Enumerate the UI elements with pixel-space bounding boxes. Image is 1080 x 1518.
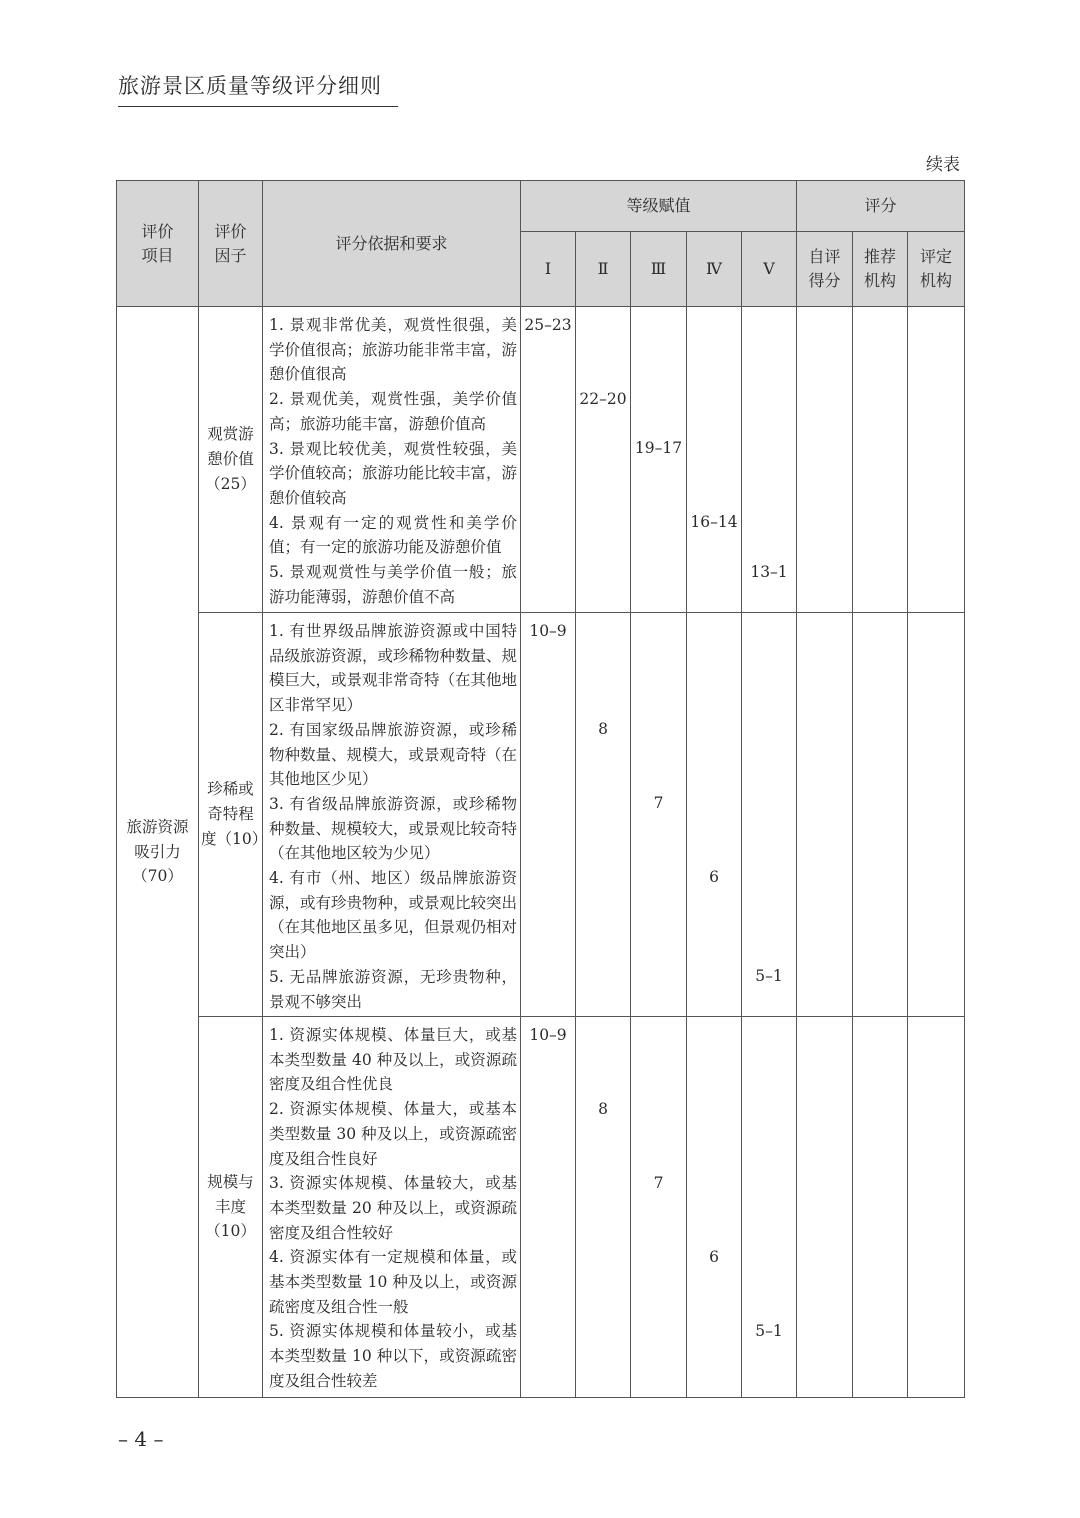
grade-value: 7	[653, 1174, 664, 1192]
grade-value: 8	[598, 1100, 608, 1118]
header-criteria: 评分依据和要求	[263, 181, 521, 307]
grade-cell	[631, 307, 687, 613]
grade-value: 8	[598, 720, 608, 738]
criteria-cell	[263, 307, 521, 613]
grade-header: Ⅱ	[576, 232, 631, 307]
grade-cell	[687, 613, 742, 1017]
grade-cell	[742, 1017, 797, 1398]
criteria-text: 1. 资源实体规模、体量巨大，或基本类型数量 40 种及以上，或资源疏密度及组合性优良 2. 资源实体规模、体量大，或基本类型数量 30 种及以上，或资源疏密度及组合性良好 3. 资源实体规模、体量较大，或基本类型数量 20 种及以上，或资源疏密度及组合性较好 4. 资源实体有一定规模和体量，或基本类型数量 10 种及以上，或资源疏密度及组合性一般 5. 资源实体规模和体量较小，或基本类型数量 10 种以下，或资源疏密度及组合性较差	[269, 1026, 517, 1390]
factor-cell	[199, 307, 263, 613]
criteria-cell	[263, 613, 521, 1017]
grade-value: 25–23	[524, 316, 572, 334]
grade-cell	[576, 1017, 631, 1398]
grade-cell	[687, 307, 742, 613]
factor-cell	[199, 1017, 263, 1398]
grade-cell	[742, 613, 797, 1017]
grade-value: 7	[653, 794, 664, 812]
grade-cell	[576, 613, 631, 1017]
assess-score-cell[interactable]	[908, 613, 965, 1017]
grade-header: Ⅳ	[687, 232, 742, 307]
grade-value: 16–14	[690, 513, 738, 531]
assess-score-cell[interactable]	[908, 1017, 965, 1398]
grade-header: Ⅲ	[631, 232, 687, 307]
header-item-label: 评价 项目	[141, 221, 174, 265]
scoring-header	[853, 232, 908, 307]
table-row	[117, 1017, 965, 1398]
continued-label: 续表	[926, 155, 960, 175]
table-row	[117, 613, 965, 1017]
grade-cell	[631, 613, 687, 1017]
page-number: – 4 –	[118, 1427, 164, 1451]
item-name: 旅游资源 吸引力 （70）	[126, 817, 189, 886]
self-score-cell[interactable]	[797, 1017, 853, 1398]
criteria-text: 1. 有世界级品牌旅游资源或中国特品级旅游资源，或珍稀物种数量、规模巨大，或景观非常奇特（在其他地区非常罕见） 2. 有国家级品牌旅游资源，或珍稀物种数量、规模大，或景观奇特（在其他地区少见） 3. 有省级品牌旅游资源，或珍稀物种数量、规模较大，或景观比较奇特（在其他地区较为少见） 4. 有市（州、地区）级品牌旅游资源，或有珍贵物种，或景观比较突出（在其他地区虽多见，但景观仍相对突出） 5. 无品牌旅游资源，无珍贵物种，景观不够突出	[269, 622, 518, 1011]
recommend-score-cell[interactable]	[853, 1017, 908, 1398]
scoring-header	[797, 232, 853, 307]
recommend-label: 推荐 机构	[864, 247, 897, 290]
grade-value: 22–20	[579, 390, 627, 408]
factor-cell	[199, 613, 268, 1017]
table-row	[117, 307, 965, 613]
self-score-label: 自评 得分	[808, 247, 841, 290]
header-item	[117, 181, 199, 307]
grade-cell	[742, 307, 797, 613]
grade-value: 19–17	[634, 439, 683, 457]
grade-value: 13–1	[750, 563, 788, 581]
grade-value: 5–1	[755, 1322, 783, 1340]
recommend-score-cell[interactable]	[853, 307, 908, 613]
grade-cell	[631, 1017, 687, 1398]
grade-header: Ⅴ	[742, 232, 797, 307]
grade-cell	[576, 307, 631, 613]
criteria-text: 1. 景观非常优美，观赏性很强，美学价值很高；旅游功能非常丰富，游憩价值很高 2. 景观优美，观赏性强，美学价值高；旅游功能丰富，游憩价值高 3. 景观比较优美，观赏性较强，美学价值较高；旅游功能比较丰富，游憩价值较高 4. 景观有一定的观赏性和美学价值；有一定的旅游功能及游憩价值 5. 景观观赏性与美学价值一般；旅游功能薄弱，游憩价值不高	[269, 316, 518, 606]
grade-cell	[521, 1017, 576, 1398]
item-cell	[117, 307, 199, 1398]
scoring-header	[908, 232, 965, 307]
recommend-score-cell[interactable]	[853, 613, 908, 1017]
grade-value: 10–9	[529, 622, 567, 640]
factor-name: 规模与 丰度 （10）	[205, 1172, 256, 1241]
document-title: 旅游景区质量等级评分细则	[118, 70, 398, 107]
factor-name: 观赏游 憩价值 （25）	[205, 425, 256, 493]
scoring-table	[116, 180, 965, 1398]
grade-cell	[521, 307, 576, 613]
assess-label: 评定 机构	[920, 247, 953, 290]
grade-cell	[687, 1017, 742, 1398]
grade-value: 5–1	[755, 967, 783, 985]
header-factor	[199, 181, 263, 307]
header-scoring: 评分	[797, 181, 965, 232]
grade-value: 10–9	[529, 1026, 567, 1044]
header-grades: 等级赋值	[521, 181, 797, 232]
factor-name: 珍稀或 奇特程 度（10）	[201, 780, 268, 848]
header-factor-label: 评价 因子	[214, 221, 247, 265]
grade-cell	[521, 613, 576, 1017]
assess-score-cell[interactable]	[908, 307, 965, 613]
grade-value: 6	[709, 868, 719, 886]
self-score-cell[interactable]	[797, 613, 853, 1017]
self-score-cell[interactable]	[797, 307, 853, 613]
criteria-cell	[263, 1017, 521, 1398]
grade-value: 6	[709, 1248, 719, 1266]
grade-header: Ⅰ	[521, 232, 576, 307]
